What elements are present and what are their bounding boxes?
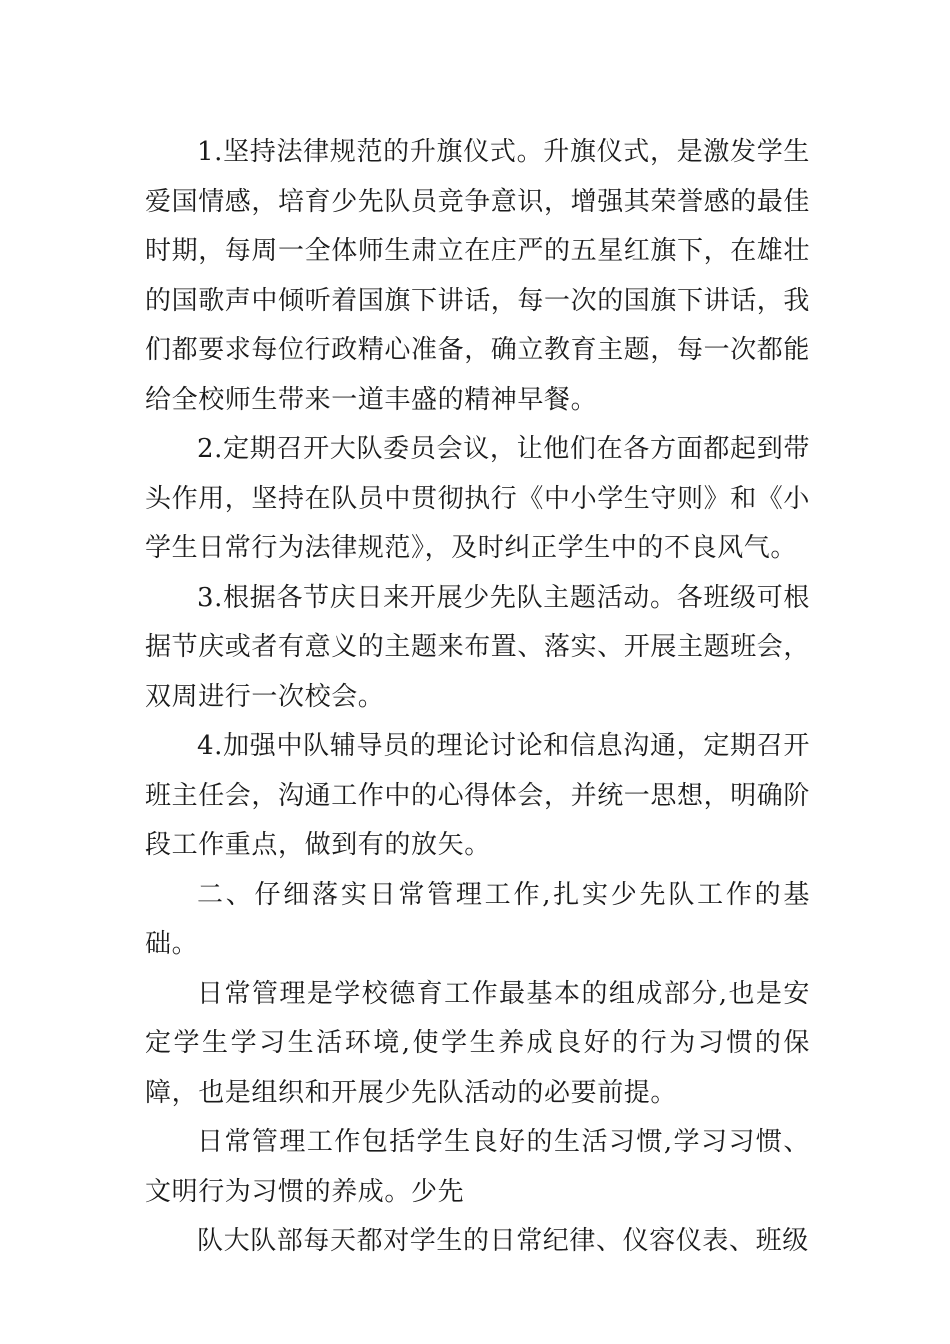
document-body <box>145 128 810 1267</box>
paragraph-daily-management: 日常管理是学校德育工作最基本的组成部分,也是安定学生学习生活环境,使学生养成良好的行为习惯的保障，也是组织和开展少先队活动的必要前提。 <box>145 978 810 1108</box>
paragraph-brigade-meeting: 2.定期召开大队委员会议，让他们在各方面都起到带头作用，坚持在队员中贯彻执行《中小学生守则》和《小学生日常行为法律规范》，及时纠正学生中的不良风气。 <box>145 434 811 563</box>
paragraph-flag-ceremony: 1.坚持法律规范的升旗仪式。升旗仪式，是激发学生爱国情感，培育少先队员竞争意识，增强其荣誉感的最佳时期，每周一全体师生肃立在庄严的五星红旗下，在雄壮的国歌声中倾听着国旗下讲话，每一次的国旗下讲话，我们都要求每位行政精心准备，确立教育主题，每一次都能给全校师生带来一道丰盛的精神早餐。 <box>145 137 811 415</box>
paragraph-theme-activities: 3.根据各节庆日来开展少先队主题活动。各班级可根据节庆或者有意义的主题来布置、落实、开展主题班会，双周进行一次校会。 <box>145 582 811 712</box>
section-heading-daily-management: 二、仔细落实日常管理工作,扎实少先队工作的基础。 <box>145 879 810 959</box>
paragraph-brigade-inspection: 队大队部每天都对学生的日常纪律、仪容仪表、班级 <box>197 1226 809 1256</box>
paragraph-counselor-communication: 4.加强中队辅导员的理论讨论和信息沟通，定期召开班主任会，沟通工作中的心得体会，并统一思想，明确阶段工作重点，做到有的放矢。 <box>145 731 811 860</box>
paragraph-daily-habits: 日常管理工作包括学生良好的生活习惯,学习习惯、文明行为习惯的养成。少先 <box>145 1127 810 1207</box>
